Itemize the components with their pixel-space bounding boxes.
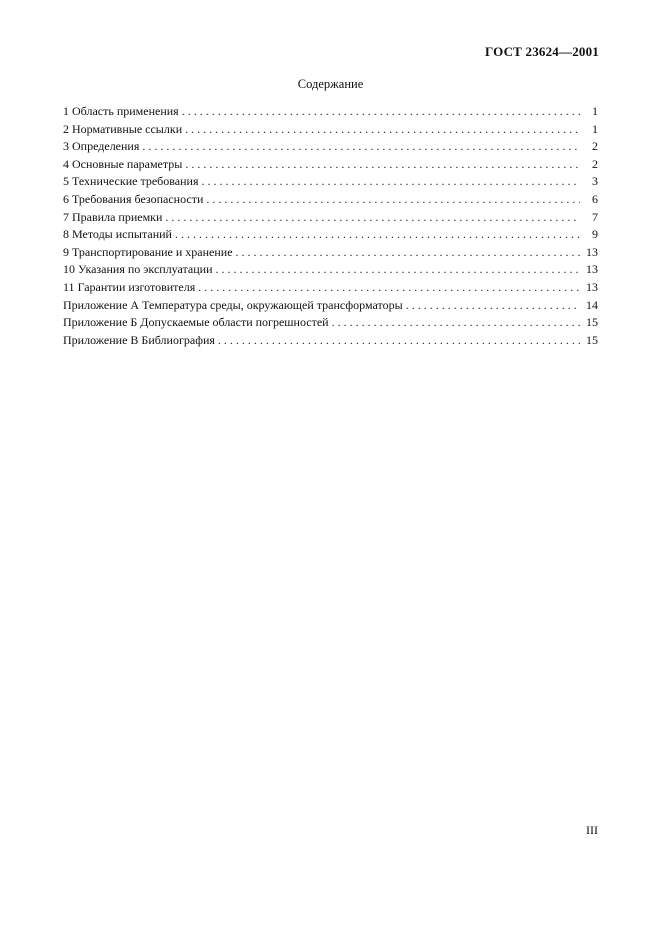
toc-leader-dots [406, 297, 580, 315]
toc-item-label: Требования безопасности [72, 191, 204, 206]
toc-appendix-number: Приложение Б [63, 315, 138, 330]
toc-item-page: 9 [592, 227, 598, 242]
toc-item-number: 11 [63, 279, 75, 294]
page-number: III [586, 823, 598, 837]
toc-item[interactable] [63, 261, 598, 279]
toc-item-page: 3 [592, 174, 598, 189]
toc-item-label: Определения [72, 139, 140, 154]
toc-item[interactable] [63, 173, 598, 191]
toc-title: Содержание [297, 77, 364, 91]
toc-leader-dots [201, 173, 580, 191]
standard-code: ГОСТ 23624—2001 [484, 44, 599, 59]
toc-item-label: Транспортирование и хранение [72, 244, 233, 259]
toc-appendix-item[interactable] [63, 332, 598, 350]
toc-appendix-item[interactable] [63, 314, 598, 332]
toc-item-number: 5 [63, 174, 69, 189]
toc-item-number: 6 [63, 191, 69, 206]
toc-item-label: Технические требования [72, 174, 199, 189]
toc-item-page: 15 [586, 315, 598, 330]
toc-item-number: 3 [63, 139, 69, 154]
toc-leader-dots [182, 103, 580, 121]
toc-item[interactable] [63, 244, 598, 262]
toc-item-page: 14 [586, 297, 598, 312]
toc-item[interactable] [63, 103, 598, 121]
toc-item-label: Указания по эксплуатации [78, 262, 213, 277]
toc-item-page: 6 [592, 191, 598, 206]
toc-item-number: 1 [63, 104, 69, 118]
toc-item-label: Нормативные ссылки [72, 121, 183, 136]
toc-leader-dots [175, 226, 580, 244]
toc-item-page: 2 [592, 156, 598, 171]
toc-item[interactable] [63, 226, 598, 244]
toc-item-number: 2 [63, 121, 69, 136]
toc-appendix-item[interactable] [63, 297, 598, 315]
toc-item-page: 1 [592, 121, 598, 136]
toc-item-number: 7 [63, 209, 69, 224]
toc-item-number: 4 [63, 156, 69, 171]
toc-item-label: Основные параметры [72, 156, 183, 171]
toc-item[interactable] [63, 191, 598, 209]
toc-item-page: 15 [586, 332, 598, 347]
toc-item[interactable] [63, 121, 598, 139]
toc-item-label: Температура среды, окружающей трансформаторы [142, 297, 403, 312]
toc-item-label: Область применения [72, 104, 179, 118]
toc-item[interactable] [63, 138, 598, 156]
toc-item-label: Методы испытаний [72, 227, 172, 242]
toc-leader-dots [332, 314, 580, 332]
toc-item-number: 8 [63, 227, 69, 242]
toc-item-page: 1 [592, 104, 598, 118]
toc-item-number: 9 [63, 244, 69, 259]
toc-item-label: Правила приемки [72, 209, 163, 224]
toc-item-page: 13 [586, 279, 598, 294]
toc-item-label: Допускаемые области погрешностей [140, 315, 329, 330]
toc-appendix-number: Приложение В [63, 332, 139, 347]
table-of-contents [63, 103, 598, 349]
toc-item[interactable] [63, 156, 598, 174]
toc-leader-dots [185, 156, 580, 174]
toc-item[interactable] [63, 209, 598, 227]
toc-appendix-number: Приложение А [63, 297, 140, 312]
toc-item-page: 13 [586, 262, 598, 277]
toc-item-page: 7 [592, 209, 598, 224]
toc-item-label: Библиография [141, 332, 215, 347]
toc-item-page: 13 [586, 244, 598, 259]
toc-leader-dots [206, 191, 580, 209]
toc-leader-dots [165, 209, 580, 227]
toc-item-label: Гарантии изготовителя [77, 279, 196, 294]
toc-leader-dots [185, 121, 580, 139]
toc-leader-dots [216, 261, 580, 279]
toc-leader-dots [236, 244, 580, 262]
toc-item[interactable] [63, 279, 598, 297]
toc-item-page: 2 [592, 139, 598, 154]
toc-leader-dots [142, 138, 580, 156]
toc-leader-dots [198, 279, 580, 297]
toc-leader-dots [218, 332, 580, 350]
toc-item-number: 10 [63, 262, 75, 277]
